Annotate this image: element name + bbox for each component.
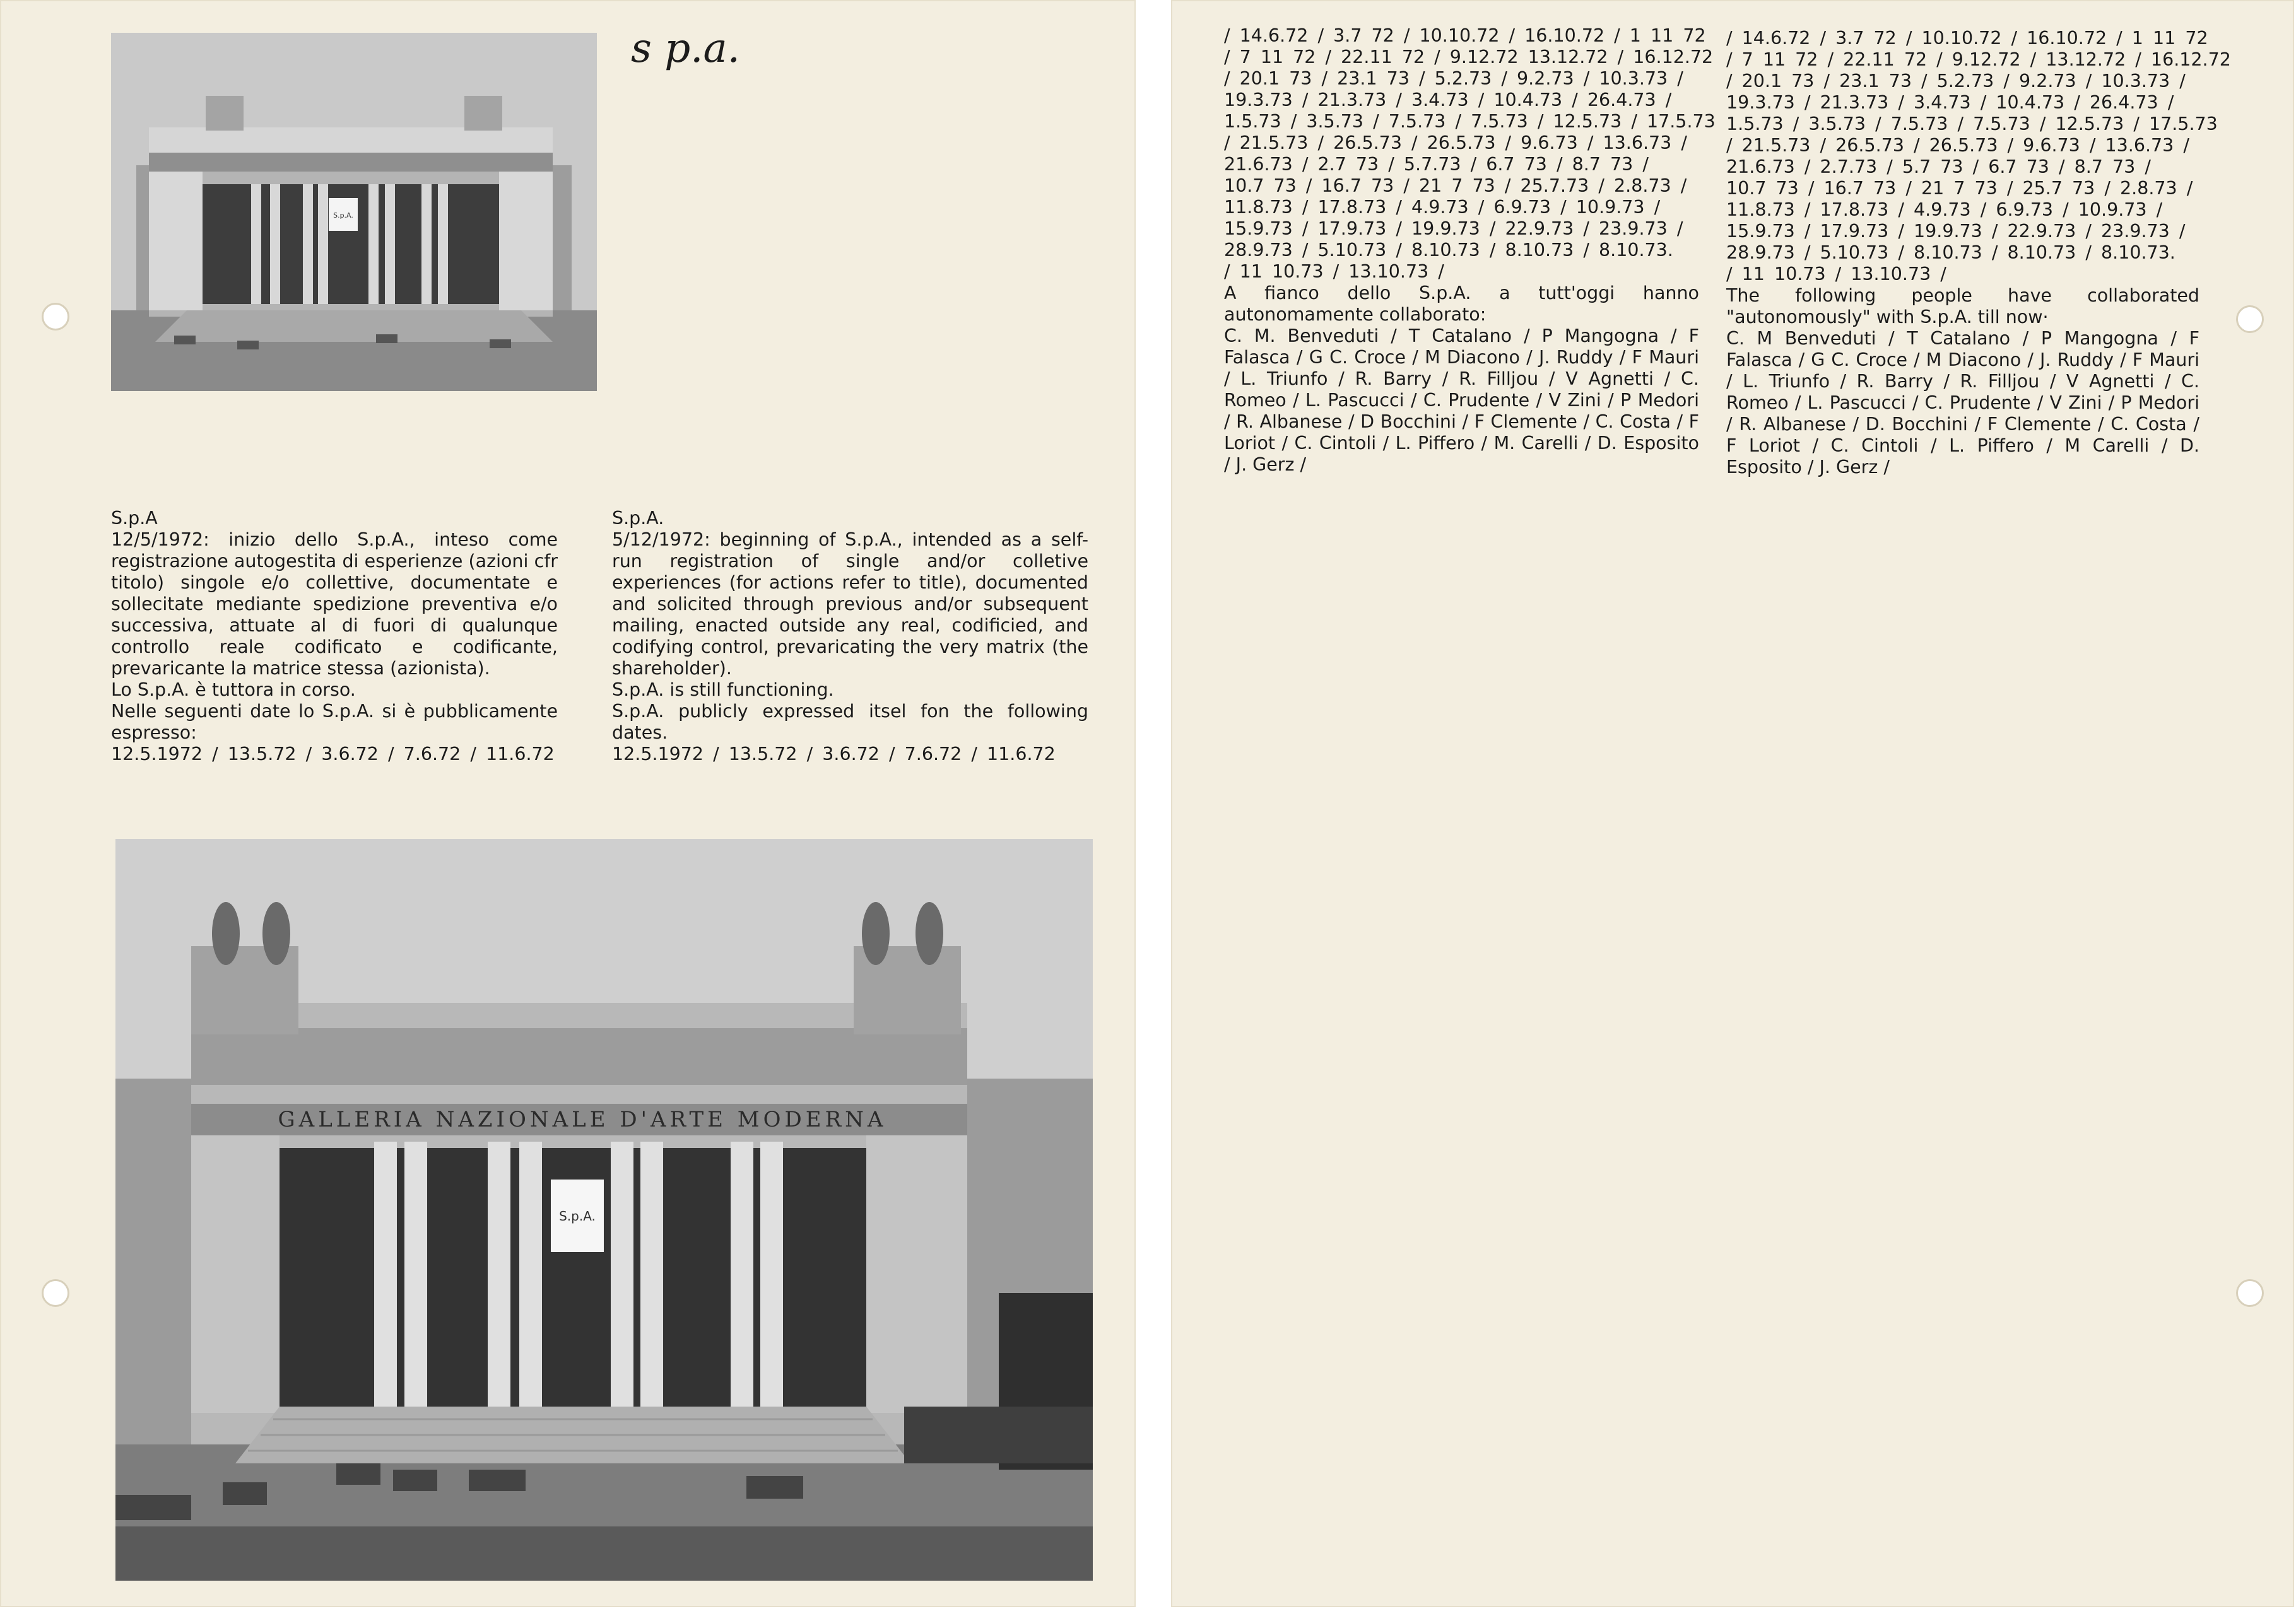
date-line: / 21.5.73 / 26.5.73 / 26.5.73 / 9.6.73 / 13.6.73 / — [1726, 135, 2189, 156]
left-page — [0, 0, 1136, 1607]
italian-heading: S.p.A — [111, 508, 158, 529]
right-page — [1171, 0, 2294, 1607]
date-line: / 7 11 72 / 22.11 72 / 9.12.72 13.12.72 / 16.12.72 — [1224, 47, 1714, 67]
binder-hole — [2236, 305, 2264, 333]
binder-hole — [2236, 1279, 2264, 1307]
italian-body: 12/5/1972: inizio dello S.p.A., inteso come registrazione autogestita di esperienze (azioni cfr titolo) singole e/o collettive, documentate e sollecitate mediante spedizione preventiva e/o successiva, attuate al di fuori di qualunque controllo reale codificato e codificante, prevaricante la matrice stessa (azionista). — [111, 529, 558, 679]
date-line: 21.6.73 / 2.7 73 / 5.7.73 / 6.7 73 / 8.7 73 / — [1224, 154, 1649, 175]
english-dates-intro: S.p.A. publicly expressed itsel fon the following dates. — [612, 701, 1088, 743]
gallery-illustration-large — [115, 839, 1093, 1581]
date-line: / 7 11 72 / 22.11 72 / 9.12.72 / 13.12.72 / 16.12.72 — [1726, 49, 2231, 70]
building-inscription: GALLERIA NAZIONALE D'ARTE MODERNA — [278, 1107, 887, 1132]
date-line: 28.9.73 / 5.10.73 / 8.10.73 / 8.10.73 / 8.10.73. — [1224, 240, 1673, 261]
date-line: 28.9.73 / 5.10.73 / 8.10.73 / 8.10.73 / 8.10.73. — [1726, 242, 2175, 263]
date-line: / 11 10.73 / 13.10.73 / — [1726, 264, 1946, 284]
italian-status: Lo S.p.A. è tuttora in corso. — [111, 679, 356, 700]
date-line: 19.3.73 / 21.3.73 / 3.4.73 / 10.4.73 / 26.4.73 / — [1224, 90, 1672, 110]
italian-column — [111, 508, 558, 765]
binder-hole — [42, 1279, 69, 1307]
italian-dates-start: 12.5.1972 / 13.5.72 / 3.6.72 / 7.6.72 / 11.6.72 — [111, 744, 555, 764]
right-italian-column — [1224, 25, 1716, 476]
english-column — [612, 508, 1088, 765]
date-line: / 20.1 73 / 23.1 73 / 5.2.73 / 9.2.73 / 10.3.73 / — [1224, 68, 1683, 89]
date-line: 1.5.73 / 3.5.73 / 7.5.73 / 7.5.73 / 12.5.73 / 17.5.73 — [1726, 114, 2218, 134]
gallery-photo-large — [115, 839, 1093, 1581]
date-line: / 21.5.73 / 26.5.73 / 26.5.73 / 9.6.73 / 13.6.73 / — [1224, 132, 1687, 153]
date-line: 11.8.73 / 17.8.73 / 4.9.73 / 6.9.73 / 10.9.73 / — [1224, 197, 1661, 218]
english-dates-start: 12.5.1972 / 13.5.72 / 3.6.72 / 7.6.72 / 11.6.72 — [612, 744, 1056, 764]
date-line: 1.5.73 / 3.5.73 / 7.5.73 / 7.5.73 / 12.5.73 / 17.5.73 — [1224, 111, 1716, 132]
gallery-illustration-small — [111, 33, 597, 391]
right-english-column — [1726, 28, 2231, 478]
date-line: / 14.6.72 / 3.7 72 / 10.10.72 / 16.10.72 / 1 11 72 — [1726, 28, 2208, 49]
date-line: 21.6.73 / 2.7.73 / 5.7 73 / 6.7 73 / 8.7 73 / — [1726, 156, 2151, 177]
date-line: / 20.1 73 / 23.1 73 / 5.2.73 / 9.2.73 / 10.3.73 / — [1726, 71, 2186, 91]
date-line: 10.7 73 / 16.7 73 / 21 7 73 / 25.7 73 / 2.8.73 / — [1726, 178, 2193, 199]
date-line: 11.8.73 / 17.8.73 / 4.9.73 / 6.9.73 / 10.9.73 / — [1726, 199, 2163, 220]
italian-dates-intro: Nelle seguenti date lo S.p.A. si è pubblicamente espresso: — [111, 701, 558, 743]
date-line: / 11 10.73 / 13.10.73 / — [1224, 261, 1444, 282]
photo-banner-text: S.p.A. — [333, 211, 353, 220]
date-line: 10.7 73 / 16.7 73 / 21 7 73 / 25.7.73 / 2.8.73 / — [1224, 175, 1687, 196]
page-title: s p.a. — [631, 25, 740, 72]
collaborators-intro: A fianco dello S.p.A. a tutt'oggi hanno autonomamente collaborato: — [1224, 283, 1699, 325]
gallery-photo-small — [111, 33, 597, 391]
date-line: / 14.6.72 / 3.7 72 / 10.10.72 / 16.10.72 / 1 11 72 — [1224, 25, 1706, 46]
english-heading: S.p.A. — [612, 508, 664, 529]
english-body: 5/12/1972: beginning of S.p.A., intended as a self-run registration of single and/or colletive experiences (for actions refer to title), documented and solicited through previous and/or subsequent mailing, enacted outside any real, codificied, and codifying control, prevaricating the very matrix (the shareholder). — [612, 529, 1088, 679]
collaborators-list: C. M. Benveduti / T Catalano / P Mangogna / F Falasca / G C. Croce / M Diacono / J. Ruddy / F Mauri / L. Triunfo / R. Barry / R. Filljou / V Agnetti / C. Romeo / L. Pascucci / C. Prudente / V Zini / P Medori / R. Albanese / D Bocchini / F Clemente / C. Costa / F Loriot / C. Cintoli / L. Piffero / M. Carelli / D. Esposito / J. Gerz / — [1224, 325, 1699, 475]
date-line: 15.9.73 / 17.9.73 / 19.9.73 / 22.9.73 / 23.9.73 / — [1224, 218, 1683, 239]
collaborators-list: C. M Benveduti / T Catalano / P Mangogna / F Falasca / G C. Croce / M Diacono / J. Ruddy / F Mauri / L. Triunfo / R. Barry / R. Filljou / V Agnetti / C. Romeo / L. Pascucci / C. Prudente / V Zini / P Medori / R. Albanese / D. Bocchini / F Clemente / C. Costa / F Loriot / C. Cintoli / L. Piffero / M Carelli / D. Esposito / J. Gerz / — [1726, 328, 2199, 477]
collaborators-intro: The following people have collaborated "autonomously" with S.p.A. till now· — [1726, 285, 2199, 327]
date-line: 19.3.73 / 21.3.73 / 3.4.73 / 10.4.73 / 26.4.73 / — [1726, 92, 2174, 113]
english-status: S.p.A. is still functioning. — [612, 679, 834, 700]
date-line: 15.9.73 / 17.9.73 / 19.9.73 / 22.9.73 / 23.9.73 / — [1726, 221, 2186, 242]
binder-hole — [42, 303, 69, 331]
photo-banner-text: S.p.A. — [559, 1209, 596, 1224]
